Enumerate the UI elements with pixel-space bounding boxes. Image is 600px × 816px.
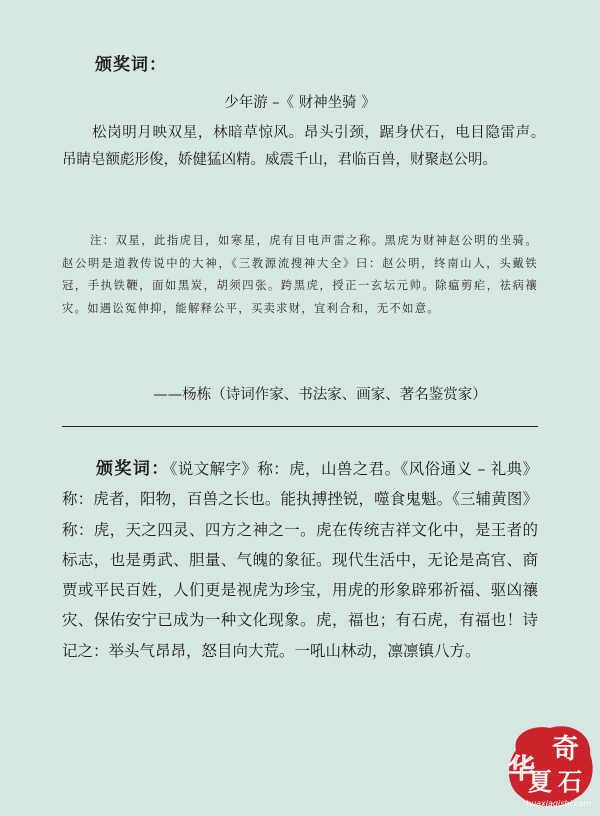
award-heading-top: 颁奖词： (95, 55, 167, 75)
award-text-bottom (62, 454, 538, 666)
poem-title: 少年游 –《 财神坐骑 》 (224, 95, 376, 111)
poem-attribution: ——杨栋（诗词作家、书法家、画家、著名鉴赏家） (153, 387, 487, 403)
poem-note: 注：双星，此指虎目，如寒星，虎有目电声雷之称。黑虎为财神赵公明的坐骑。赵公明是道教传说中的大神，《三教源流搜神大全》曰：赵公明，终南山人，头戴铁冠，手执铁鞭，面如黑炭，胡须四张。跨黑虎，授正一玄坛元帅。除瘟剪疟，祛病禳灾。如遇讼冤伸抑，能解释公平，买卖求财，宜利合和，无不如意。 (62, 234, 538, 315)
seal-char-3: 夏 (528, 768, 552, 796)
section-divider (62, 426, 538, 427)
seal-char-4: 石 (558, 768, 582, 796)
award-body-bottom: 《说文解字》称：虎，山兽之君。《风俗通义 – 礼典》称：虎者，阳物，百兽之长也。能执搏挫锐，噬食鬼魁。《三辅黄图》称：虎，天之四灵、四方之神之一。虎在传统吉祥文化中，是王者的标志，也是勇武、胆量、气魄的象征。现代生活中，无论是高官、商贾或平民百姓，人们更是视虎为珍宝，用虎的形象辟邪祈福、驱凶禳灾、保佑安宁已成为一种文化现象。虎，福也；有石虎，有福也！诗记之：举头气昂昂，怒目向大荒。一吼山林动，凛凛镇八方。 (62, 460, 539, 660)
award-heading-bottom: 颁奖词： (96, 459, 170, 479)
poem-body: 松岗明月映双星，林暗草惊风。昂头引颈，踞身伏石，电目隐雷声。 吊睛皂额彪形俊，娇健猛凶精。威震千山，君临百兽，财聚赵公明。 (62, 125, 567, 168)
seal-char-1: 华 (508, 754, 535, 785)
seal-char-2: 奇 (552, 734, 579, 765)
watermark-url: huaxiaqishi.com (526, 799, 592, 808)
seal-logo-icon (502, 720, 598, 812)
site-watermark-logo (502, 720, 598, 812)
